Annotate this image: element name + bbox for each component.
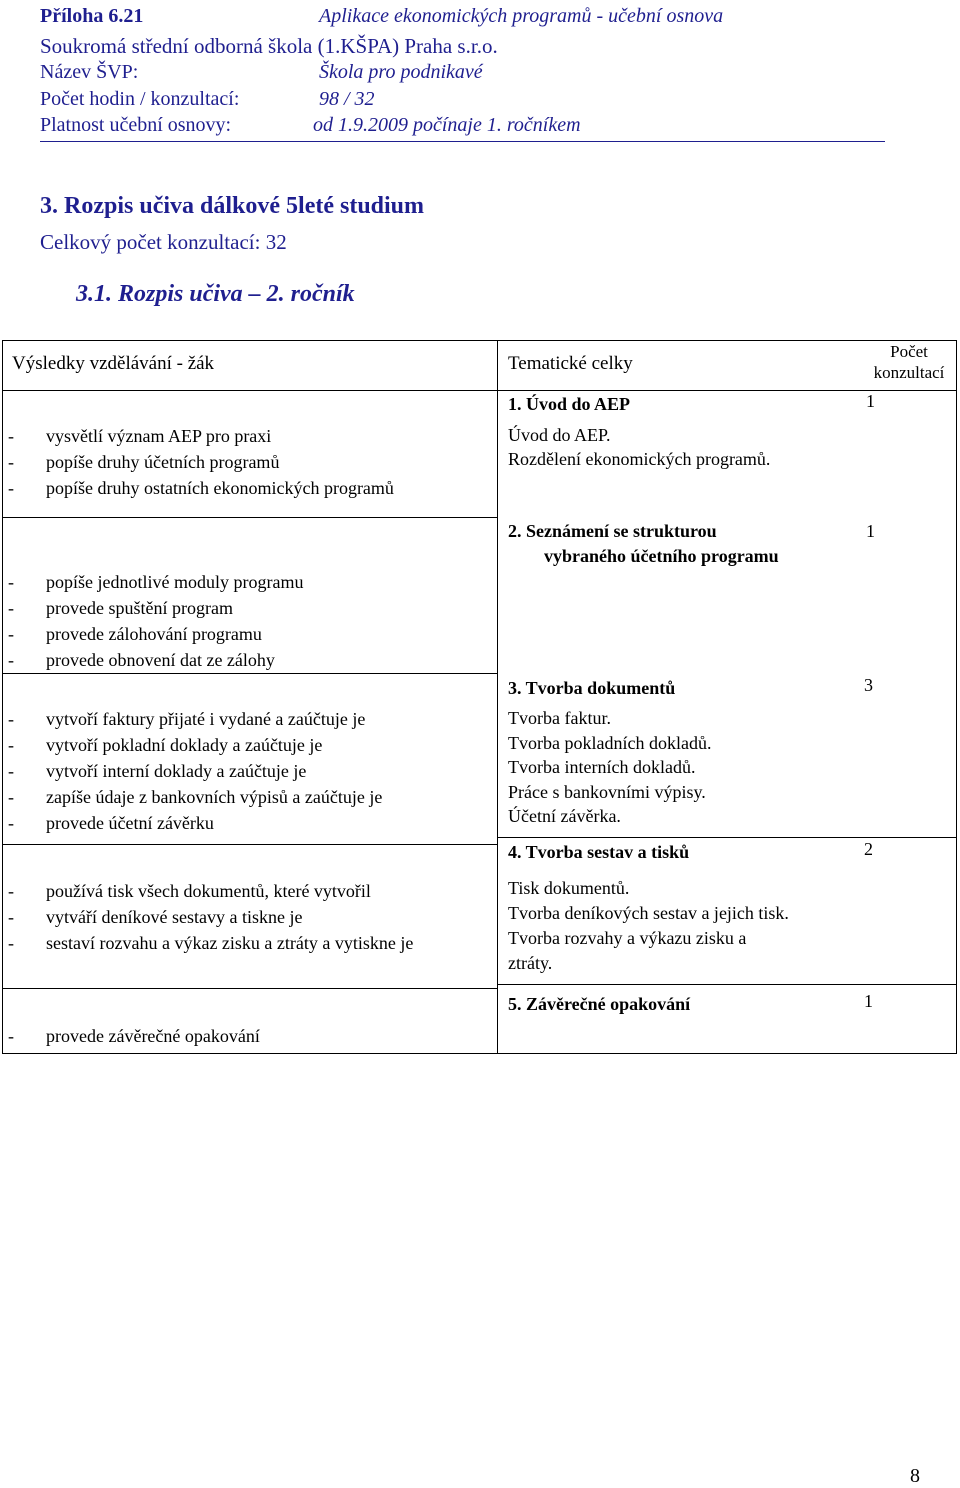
content-3: Tvorba faktur. Tvorba pokladních dokladů. Tvorba interních dokladů. Práce s bankovními výpisy. Účetní závěrka. xyxy=(508,708,712,826)
outcomes-1: - vysvětlí význam AEP pro praxi - popíše druhy účetních programů - popíše druhy ostatních ekonomických programů xyxy=(8,426,394,498)
topic-3: 3. Tvorba dokumentů xyxy=(508,678,676,698)
row-divider xyxy=(497,837,956,838)
count-4: 2 xyxy=(864,839,873,859)
count-5: 1 xyxy=(864,991,873,1011)
row-divider xyxy=(3,517,497,518)
row-divider xyxy=(497,984,956,985)
header-divider xyxy=(40,141,885,142)
count-1: 1 xyxy=(866,391,875,411)
outcomes-4: - používá tisk všech dokumentů, které vytvořil - vytváří deníkové sestavy a tiskne je - sestaví rozvahu a výkaz zisku a ztráty a vytiskne je xyxy=(8,881,414,953)
topic-4: 4. Tvorba sestav a tisků xyxy=(508,842,690,862)
section-title: 3. Rozpis učiva dálkové 5leté studium xyxy=(40,193,425,219)
hours-label: Počet hodin / konzultací: xyxy=(40,88,240,110)
outcome-item: popíše druhy ostatních ekonomických programů xyxy=(46,478,394,498)
page-number: 8 xyxy=(910,1465,920,1487)
topic-5: 5. Závěrečné opakování xyxy=(508,994,691,1014)
content-4: Tisk dokumentů. Tvorba deníkových sestav a jejich tisk. Tvorba rozvahy a výkazu zisku a ztráty. xyxy=(508,878,789,973)
content-1: Úvod do AEP. Rozdělení ekonomických programů. xyxy=(508,425,771,469)
outcome-item: provede spuštění program xyxy=(46,598,233,618)
col-header-topics: Tematické celky xyxy=(508,353,633,374)
outcomes-2: - popíše jednotlivé moduly programu - provede spuštění program - provede zálohování programu - provede obnovení dat ze zálohy xyxy=(8,572,304,670)
outcome-item: popíše jednotlivé moduly programu xyxy=(46,572,304,592)
row-divider xyxy=(3,390,497,391)
column-divider xyxy=(497,341,498,1053)
row-divider xyxy=(3,844,497,845)
outcomes-3: - vytvoří faktury přijaté i vydané a zaúčtuje je - vytvoří pokladní doklady a zaúčtuje je - vytvoří interní doklady a zaúčtuje je - zapíše údaje z bankovních výpisů a zaúčtuje je - provede účetní závěrku xyxy=(8,709,383,833)
validity-label: Platnost učební osnovy: xyxy=(40,114,232,136)
col-header-outcomes: Výsledky vzdělávání - žák xyxy=(12,353,215,374)
subsection-title: 3.1. Rozpis učiva – 2. ročník xyxy=(76,281,355,307)
hours-value: 98 / 32 xyxy=(319,88,375,110)
outcome-item: provede závěrečné opakování xyxy=(46,1026,260,1046)
svp-label: Název ŠVP: xyxy=(40,61,139,83)
row-divider xyxy=(3,673,497,674)
count-3: 3 xyxy=(864,675,873,695)
outcome-item: provede účetní závěrku xyxy=(46,813,214,833)
subject-title: Aplikace ekonomických programů - učební osnova xyxy=(319,5,724,27)
outcome-item: používá tisk všech dokumentů, které vytvořil xyxy=(46,881,371,901)
outcome-item: vytváří deníkové sestavy a tiskne je xyxy=(46,907,303,927)
topic-1: 1. Úvod do AEP xyxy=(508,394,631,414)
outcome-item: popíše druhy účetních programů xyxy=(46,452,280,472)
outcome-item: vytvoří pokladní doklady a zaúčtuje je xyxy=(46,735,323,755)
count-2: 1 xyxy=(866,521,875,541)
row-divider xyxy=(3,988,497,989)
outcome-item: vytvoří interní doklady a zaúčtuje je xyxy=(46,761,307,781)
school-name: Soukromá střední odborná škola (1.KŠPA) Praha s.r.o. xyxy=(40,34,498,58)
outcome-item: sestaví rozvahu a výkaz zisku a ztráty a vytiskne je xyxy=(46,933,414,953)
outcome-item: vytvoří faktury přijaté i vydané a zaúčtuje je xyxy=(46,709,366,729)
annex-label: Příloha 6.21 xyxy=(40,5,144,27)
outcome-item: zapíše údaje z bankovních výpisů a zaúčtuje je xyxy=(46,787,383,807)
validity-value: od 1.9.2009 počínaje 1. ročníkem xyxy=(313,114,581,136)
col-header-count: Počet konzultací xyxy=(873,342,945,382)
outcome-item: provede zálohování programu xyxy=(46,624,262,644)
total-consultations: Celkový počet konzultací: 32 xyxy=(40,230,287,254)
topic-2: 2. Seznámení se strukturou vybraného účetního programu xyxy=(508,521,779,566)
svp-value: Škola pro podnikavé xyxy=(319,61,483,83)
outcomes-5: - provede závěrečné opakování xyxy=(8,1026,260,1046)
outcome-item: vysvětlí význam AEP pro praxi xyxy=(46,426,272,446)
outcome-item: provede obnovení dat ze zálohy xyxy=(46,650,275,670)
